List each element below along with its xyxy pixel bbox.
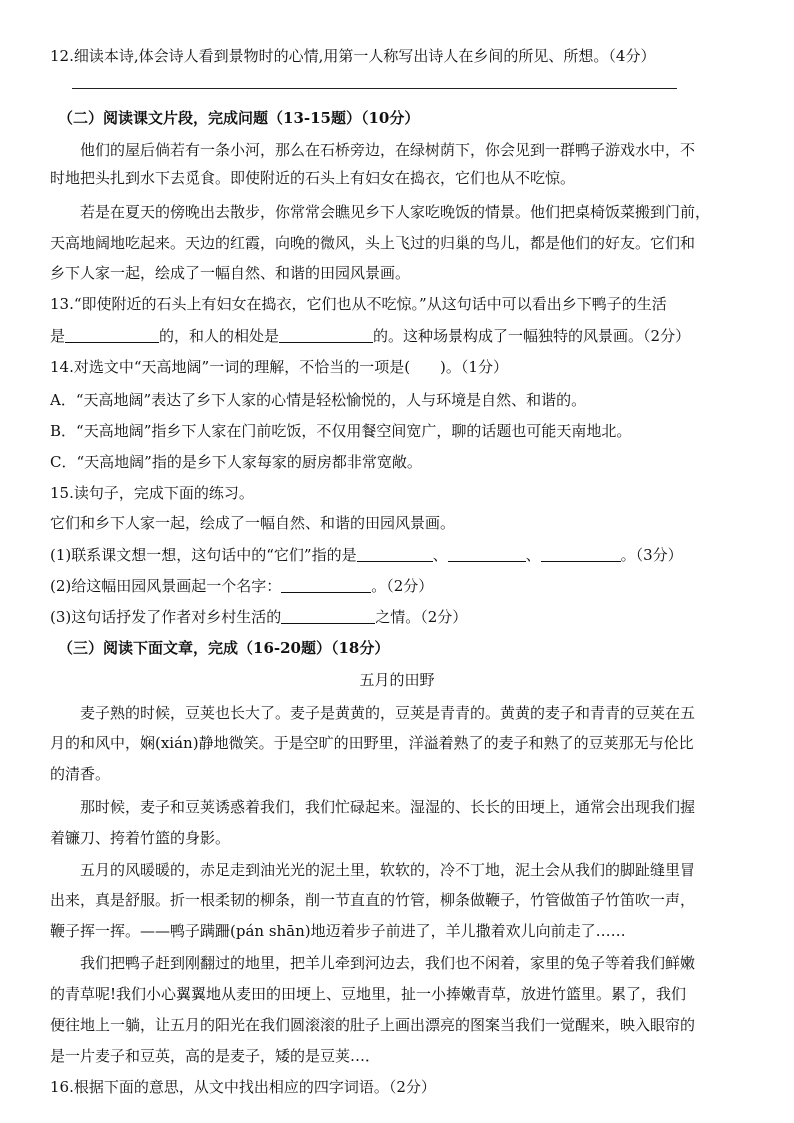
article-line: 的清香。 — [50, 765, 111, 783]
answer-blank[interactable] — [65, 326, 159, 343]
option-c: C．“天高地阔”指的是乡下人家每家的厨房都非常宽敞。 — [50, 453, 422, 471]
answer-line-12 — [72, 88, 677, 89]
question-16: 16.根据下面的意思，从文中找出相应的四字词语。（2分） — [50, 1078, 436, 1096]
article-line: 便往地上一躺，让五月的阳光在我们圆滚滚的肚子上画出漂亮的图案当我们一觉醒来，映入眼帘的 — [50, 1016, 696, 1034]
article-line: 出来，真是舒服。折一根柔韧的柳条，削一节直直的竹管，柳条做鞭子，竹管做笛子竹笛吹一声， — [50, 891, 696, 909]
article-line: 麦子熟的时候，豆荚也长大了。麦子是黄黄的，豆荚是青青的。黄黄的麦子和青青的豆荚在五 — [80, 704, 696, 722]
passage-2-line: 乡下人家一起，绘成了一幅自然、和谐的田园风景画。 — [50, 264, 411, 282]
answer-blank[interactable] — [281, 607, 375, 624]
question-13: 13.“即使附近的石头上有妇女在捣衣，它们也从不吃惊。”从这句话中可以看出乡下鸭子的生活 — [50, 295, 667, 313]
question-13-blanks: 是 的，和人的相处是 的。这种场景构成了一幅独特的风景画。（2分） — [50, 327, 691, 345]
question-15-2: (2)给这幅田园风景画起一个名字： 。（2分） — [50, 577, 434, 595]
passage-2-line: 天高地阔地吃起来。天边的红霞，向晚的微风，头上飞过的归巢的鸟儿，都是他们的好友。它们和 — [50, 234, 696, 252]
question-12: 12.细读本诗,体会诗人看到景物时的心情,用第一人称写出诗人在乡间的所见、所想。（4分） — [50, 47, 656, 65]
article-line: 月的和风中，娴(xián)静地微笑。于是空旷的田野里，洋溢着熟了的麦子和熟了的豆荚那无与伦比 — [50, 734, 694, 752]
passage-2-line: 他们的屋后倘若有一条小河，那么在石桥旁边，在绿树荫下，你会见到一群鸭子游戏水中，不 — [80, 141, 696, 159]
article-line: 鞭子挥一挥。——鸭子蹒跚(pán shān)地迈着步子前进了，羊儿撒着欢儿向前走了…… — [50, 922, 626, 940]
answer-blank[interactable] — [279, 326, 373, 343]
article-line: 的青草呢!我们小心翼翼地从麦田的田埂上、豆地里，扯一小捧嫩青草，放进竹篮里。累了，我们 — [50, 985, 687, 1003]
answer-blank[interactable] — [541, 545, 621, 562]
article-title: 五月的田野 — [359, 671, 435, 689]
answer-blank[interactable] — [357, 545, 433, 562]
question-15: 15.读句子，完成下面的练习。 — [50, 484, 254, 502]
question-15-sentence: 它们和乡下人家一起，绘成了一幅自然、和谐的田园风景画。 — [50, 514, 456, 532]
article-line: 着镰刀、挎着竹篮的身影。 — [50, 829, 231, 847]
question-14: 14.对选文中“天高地阔”一词的理解，不恰当的一项是( )。（1分） — [50, 358, 508, 376]
article-line: 那时候，麦子和豆荚诱惑着我们，我们忙碌起来。湿湿的、长长的田埂上，通常会出现我们握 — [80, 798, 696, 816]
question-15-3: (3)这句话抒发了作者对乡村生活的 之情。（2分） — [50, 608, 468, 626]
section-2-heading: （二）阅读课文片段，完成问题（13-15题）（10分） — [58, 109, 420, 127]
question-15-1: (1)联系课文想一想，这句话中的“它们”指的是 、 、 。（3分） — [50, 546, 683, 564]
article-line: 是一片麦子和豆英，高的是麦子，矮的是豆荚…． — [50, 1047, 381, 1065]
article-line: 我们把鸭子赶到刚翻过的地里，把羊儿牵到河边去，我们也不闲着，家里的兔子等着我们鲜嫩 — [80, 954, 696, 972]
option-b: B．“天高地阔”指乡下人家在门前吃饭，不仅用餐空间宽广，聊的话题也可能天南地北。 — [50, 422, 632, 440]
passage-2-line: 若是在夏天的傍晚出去散步，你常常会瞧见乡下人家吃晚饭的情景。他们把桌椅饭菜搬到门前， — [80, 203, 711, 221]
passage-2-line: 时地把头扎到水下去觅食。即使附近的石头上有妇女在捣衣，它们也从不吃惊。 — [50, 169, 576, 187]
article-line: 五月的风暖暖的，赤足走到油光光的泥土里，软软的，冷不丁地，泥土会从我们的脚趾缝里冒 — [80, 861, 696, 879]
answer-blank[interactable] — [281, 576, 371, 593]
option-a: A．“天高地阔”表达了乡下人家的心情是轻松愉悦的，人与环境是自然、和谐的。 — [50, 391, 587, 409]
section-3-heading: （三）阅读下面文章，完成（16-20题）（18分） — [58, 639, 390, 657]
answer-blank[interactable] — [448, 545, 526, 562]
